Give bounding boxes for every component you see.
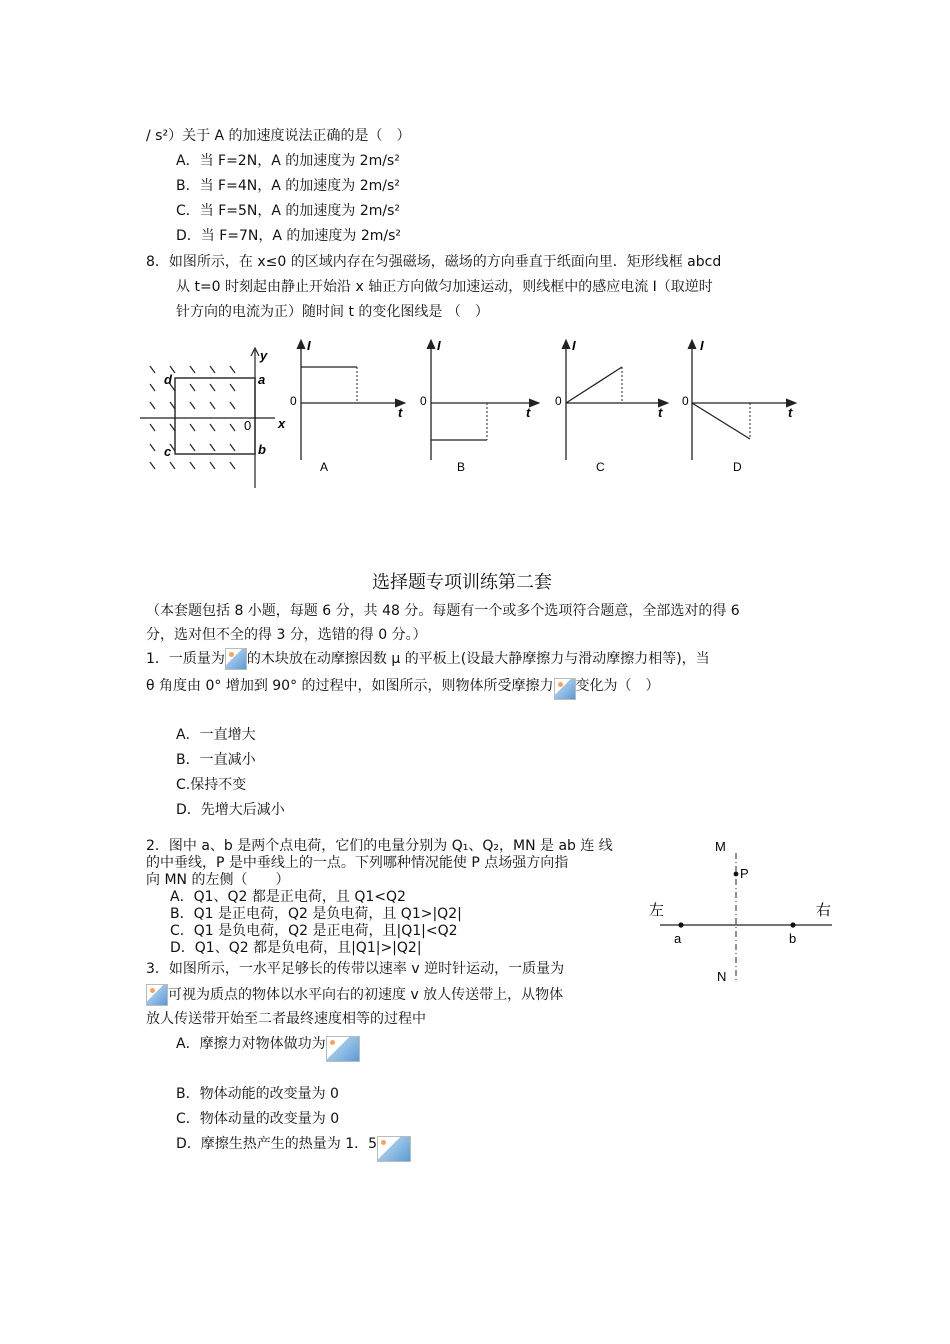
svg-text:t: t <box>526 405 531 420</box>
label-m: M <box>715 839 726 854</box>
q7-option-c: C．当 F=5N，A 的加速度为 2m/s² <box>176 203 401 219</box>
q3-option-c: C．物体动量的改变量为 0 <box>176 1111 340 1127</box>
q7-option-a: A．当 F=2N，A 的加速度为 2m/s² <box>176 153 400 169</box>
set2-intro-1: （本套题包括 8 小题，每题 6 分，共 48 分。每题有一个或多个选项符合题意，全部选对的得 6 <box>146 603 740 619</box>
q2-option-a: A．Q1、Q2 都是正电荷，且 Q1<Q2 <box>170 889 406 905</box>
svg-text:t: t <box>398 405 403 420</box>
image-placeholder-icon <box>225 648 247 670</box>
image-placeholder-icon <box>377 1136 411 1162</box>
loop-abcd <box>175 378 255 454</box>
q3-option-b: B．物体动能的改变量为 0 <box>176 1086 339 1102</box>
origin-label: 0 <box>244 418 252 433</box>
q2-line-3: 向 MN 的左侧（ ） <box>146 872 290 888</box>
graph-label-a: A <box>320 460 329 474</box>
point-p <box>734 872 739 877</box>
q1-option-d: D．先增大后减小 <box>176 802 285 818</box>
q8-graph-c <box>550 335 680 480</box>
q7-stem: / s²）关于 A 的加速度说法正确的是（ ） <box>146 128 411 144</box>
image-placeholder-icon <box>326 1036 360 1062</box>
q1-option-c: C.保持不变 <box>176 777 247 793</box>
label-a: a <box>674 931 682 946</box>
q3-option-a: A．摩擦力对物体做功为 <box>176 1035 360 1062</box>
q2-line-2: 的中垂线，P 是中垂线上的一点。下列哪种情况能使 P 点场强方向指 <box>146 855 569 871</box>
svg-text:0: 0 <box>290 394 297 408</box>
page-title: 选择题专项训练第二套 <box>372 572 552 593</box>
q8-field-figure <box>140 340 300 490</box>
q7-option-b: B．当 F=4N，A 的加速度为 2m/s² <box>176 178 400 194</box>
q1-line-2: θ 角度由 0° 增加到 90° 的过程中，如图所示，则物体所受摩擦力 变化为（ ） <box>146 677 660 700</box>
x-label: x <box>278 416 286 431</box>
graph-label-d: D <box>733 460 742 474</box>
charge-a <box>678 922 683 927</box>
corner-b: b <box>258 442 266 457</box>
q2-option-d: D．Q1、Q2 都是负电荷，且|Q1|>|Q2| <box>170 940 422 956</box>
graph-label-b: B <box>457 460 466 474</box>
set2-intro-2: 分，选对但不全的得 3 分，选错的得 0 分。） <box>146 627 427 643</box>
svg-text:0: 0 <box>682 394 689 408</box>
label-n: N <box>717 969 727 984</box>
q1-line-1: 1．一质量为 的木块放在动摩擦因数 μ 的平板上(设最大静摩擦力与滑动摩擦力相等)，当 <box>146 648 710 670</box>
q2-line-1: 2．图中 a、b 是两个点电荷，它们的电量分别为 Q₁、Q₂，MN 是 ab 连 线 <box>146 838 613 854</box>
svg-text:I: I <box>307 338 311 353</box>
q2-option-b: B．Q1 是正电荷，Q2 是负电荷，且 Q1>|Q2| <box>170 906 462 922</box>
charge-b <box>790 922 795 927</box>
svg-text:0: 0 <box>420 394 427 408</box>
q8-graph-a <box>285 335 415 480</box>
q7-option-d: D．当 F=7N，A 的加速度为 2m/s² <box>176 228 402 244</box>
q3-option-d: D．摩擦生热产生的热量为 1．5 <box>176 1135 411 1162</box>
q3-line-2: 可视为质点的物体以水平向右的初速度 v 放人传送带上，从物体 <box>146 984 563 1006</box>
svg-text:I: I <box>700 338 704 353</box>
corner-d: d <box>164 372 172 387</box>
label-right: 右 <box>816 902 832 919</box>
label-b: b <box>789 931 797 946</box>
svg-text:0: 0 <box>555 394 562 408</box>
svg-text:I: I <box>572 338 576 353</box>
q8-line-3: 针方向的电流为正）随时间 t 的变化图线是 （ ） <box>176 304 489 320</box>
q2-option-c: C．Q1 是负电荷，Q2 是正电荷，且|Q1|<Q2 <box>170 923 458 939</box>
q8-graph-d <box>680 335 810 480</box>
q1-option-a: A．一直增大 <box>176 727 256 743</box>
svg-text:t: t <box>658 405 663 420</box>
corner-a: a <box>258 372 266 387</box>
label-left: 左 <box>649 902 665 919</box>
q8-line-2: 从 t=0 时刻起由静止开始沿 x 轴正方向做匀加速运动，则线框中的感应电流 I（取逆时 <box>176 279 713 295</box>
svg-text:t: t <box>788 405 793 420</box>
q3-line-1: 3．如图所示，一水平足够长的传带以速率 v 逆时针运动，一质量为 <box>146 961 565 977</box>
svg-text:I: I <box>437 338 441 353</box>
q8-line-1: 8．如图所示，在 x≤0 的区域内存在匀强磁场，磁场的方向垂直于纸面向里．矩形线框 abcd <box>146 254 722 270</box>
label-p: P <box>740 866 749 881</box>
current-curve <box>566 367 622 403</box>
graph-label-c: C <box>596 460 605 474</box>
corner-c: c <box>164 444 172 459</box>
q8-graph-b <box>415 335 545 480</box>
q3-line-3: 放人传送带开始至二者最终速度相等的过程中 <box>146 1011 426 1027</box>
image-placeholder-icon <box>146 984 168 1006</box>
q1-option-b: B．一直减小 <box>176 752 256 768</box>
y-label: y <box>260 348 268 363</box>
image-placeholder-icon <box>554 678 576 700</box>
q2-charge-figure <box>640 835 840 990</box>
current-curve <box>692 403 750 439</box>
